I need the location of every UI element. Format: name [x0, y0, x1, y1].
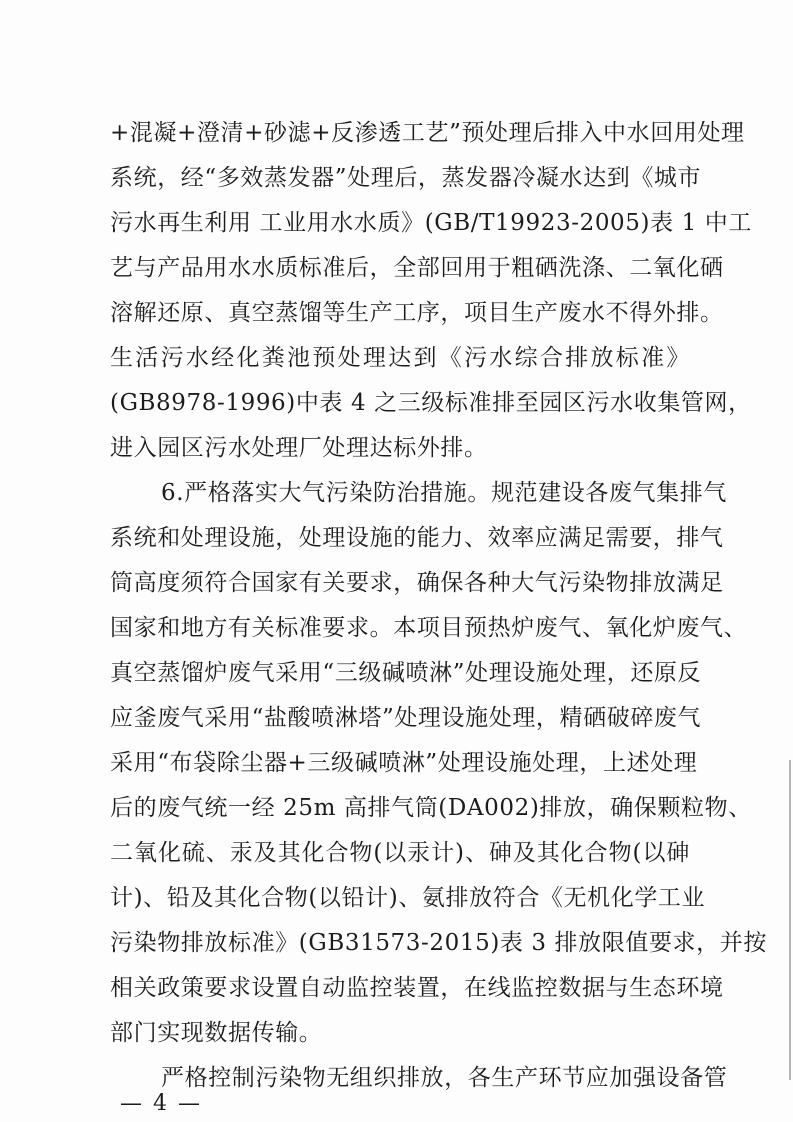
- scan-edge-mark: [789, 760, 791, 1080]
- text-line: 进入园区污水处理厂处理达标外排。: [110, 435, 488, 461]
- text-line: 采用“布袋除尘器+三级碱喷淋”处理设施处理，上述处理: [110, 750, 698, 776]
- text-line: 二氧化硫、汞及其化合物(以汞计)、砷及其化合物(以砷: [110, 840, 690, 866]
- text-line: 污染物排放标准》(GB31573-2015)表 3 排放限值要求，并按: [110, 930, 767, 956]
- paragraph-start-line: 严格控制污染物无组织排放，各生产环节应加强设备管: [161, 1065, 728, 1091]
- text-line: 污水再生利用 工业用水水质》(GB/T19923-2005)表 1 中工: [110, 210, 752, 236]
- text-line: 溶解还原、真空蒸馏等生产工序，项目生产废水不得外排。: [110, 300, 724, 326]
- page-number: — 4 —: [120, 1091, 202, 1116]
- text-line: 真空蒸馏炉废气采用“三级碱喷淋”处理设施处理，还原反: [110, 660, 702, 686]
- text-line: 系统，经“多效蒸发器”处理后，蒸发器冷凝水达到《城市: [110, 165, 702, 191]
- text-line: 后的废气统一经 25m 高排气筒(DA002)排放，确保颗粒物、: [110, 795, 752, 821]
- text-line: 生活污水经化粪池预处理达到《污水综合排放标准》: [110, 345, 690, 371]
- text-line: 部门实现数据传输。: [110, 1020, 323, 1046]
- text-line: 艺与产品用水水质标准后，全部回用于粗硒洗涤、二氧化硒: [110, 255, 724, 281]
- text-line: (GB8978-1996)中表 4 之三级标准排至园区污水收集管网，: [110, 390, 752, 416]
- text-line: 相关政策要求设置自动监控装置，在线监控数据与生态环境: [110, 975, 724, 1001]
- text-line: 系统和处理设施，处理设施的能力、效率应满足需要，排气: [110, 525, 724, 551]
- text-line: 国家和地方有关标准要求。本项目预热炉废气、氧化炉废气、: [110, 615, 748, 641]
- text-line: 应釜废气采用“盐酸喷淋塔”处理设施处理，精硒破碎废气: [110, 705, 702, 731]
- text-line: +混凝+澄清+砂滤+反渗透工艺”预处理后排入中水回用处理: [110, 120, 745, 146]
- text-line: 筒高度须符合国家有关要求，确保各种大气污染物排放满足: [110, 570, 724, 596]
- text-line: 计)、铅及其化合物(以铅计)、氨排放符合《无机化学工业: [110, 885, 706, 911]
- paragraph-start-line: 6.严格落实大气污染防治措施。规范建设各废气集排气: [161, 480, 727, 506]
